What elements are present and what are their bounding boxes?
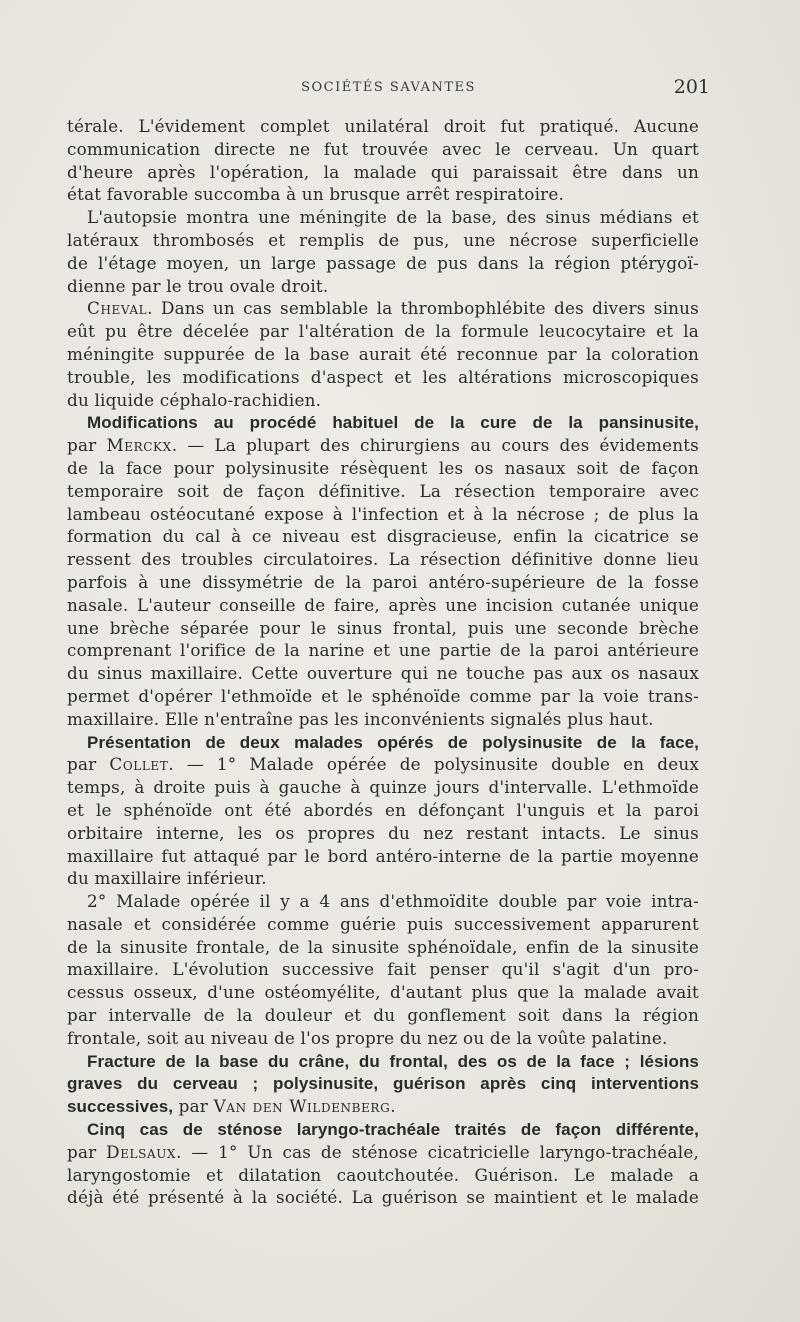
text-line (67, 1072, 699, 1095)
text-segment: ressent des troubles circulatoires. La résection définitive donne lieu (67, 549, 699, 570)
page-number: 201 (673, 76, 710, 98)
text-line (67, 890, 699, 913)
text-segment: du maxillaire inférieur. (67, 868, 267, 889)
text-line (67, 434, 699, 457)
text-line (67, 753, 699, 776)
author-name: Cheval (87, 298, 148, 319)
text-segment: frontale, soit au niveau de l'os propre du nez ou de la voûte palatine. (67, 1027, 668, 1048)
text-segment: d'heure après l'opération, la malade qui paraissait être dans un (67, 161, 699, 182)
text-segment: maxillaire fut attaqué par le bord antéro-interne de la partie moyenne (67, 845, 699, 866)
text-line (67, 138, 699, 161)
author-name: Merckx (106, 435, 172, 456)
text-line (67, 1004, 699, 1027)
text-segment: de la sinusite frontale, de la sinusite sphénoïdale, enfin de la sinusite (67, 936, 699, 957)
text-line (67, 594, 699, 617)
text-segment: par intervalle de la douleur et du gonflement soit dans la région (67, 1005, 699, 1026)
text-segment: parfois à une dissymétrie de la paroi antéro-supérieure de la fosse (67, 571, 699, 592)
text-line (67, 161, 699, 184)
text-line (67, 913, 699, 936)
author-name: Collet (109, 754, 169, 775)
body-text (67, 115, 699, 1209)
text-line (67, 845, 699, 868)
heading-text: successives, (67, 1097, 174, 1117)
text-line (67, 1095, 699, 1118)
text-segment: dienne par le trou ovale droit. (67, 275, 329, 296)
text-line (67, 822, 699, 845)
text-segment: laryngostomie et dilatation caoutchoutée. Guérison. Le malade a (67, 1164, 699, 1185)
text-line (67, 1186, 699, 1209)
text-line (67, 799, 699, 822)
text-segment: cessus osseux, d'une ostéomyélite, d'autant plus que la malade avait (67, 982, 699, 1003)
text-segment: par (67, 1141, 107, 1162)
text-line (67, 981, 699, 1004)
text-segment: . — La plupart des chirurgiens au cours des évidements (171, 435, 699, 456)
text-line (67, 343, 699, 366)
text-segment: du sinus maxillaire. Cette ouverture qui ne touche pas aux os nasaux (67, 663, 699, 684)
text-line (67, 958, 699, 981)
author-name: Delsaux (106, 1141, 177, 1162)
text-line (67, 320, 699, 343)
text-segment: par (173, 1096, 214, 1117)
text-line (67, 1050, 699, 1073)
text-line (67, 457, 699, 480)
text-segment: . (390, 1096, 396, 1117)
text-segment: orbitaire interne, les os propres du nez restant intacts. Le sinus (67, 822, 699, 843)
text-segment: nasale et considérée comme guérie puis successivement apparurent (67, 913, 699, 934)
text-line (67, 275, 699, 298)
text-segment: par (67, 754, 110, 775)
text-segment: temps, à droite puis à gauche à quinze jours d'intervalle. L'ethmoïde (67, 777, 699, 798)
text-line (67, 1027, 699, 1050)
text-line (67, 936, 699, 959)
text-segment: 2° Malade opérée il y a 4 ans d'ethmoïdite double par voie intra- (87, 891, 699, 912)
text-line (67, 639, 699, 662)
text-line (67, 662, 699, 685)
author-name: Van den Wildenberg (213, 1096, 391, 1117)
text-line (67, 548, 699, 571)
text-line (67, 206, 699, 229)
text-line (67, 229, 699, 252)
text-line (67, 867, 699, 890)
text-segment: trouble, les modifications d'aspect et les altérations microscopiques (67, 366, 699, 387)
text-segment: comprenant l'orifice de la narine et une partie de la paroi antérieure (67, 640, 699, 661)
text-segment: permet d'opérer l'ethmoïde et le sphénoïde comme par la voie trans- (67, 685, 699, 706)
text-segment: . Dans un cas semblable la thrombophlébite des divers sinus (147, 298, 699, 319)
text-segment: une brèche séparée pour le sinus frontal, puis une seconde brèche (67, 617, 699, 638)
text-line (67, 366, 699, 389)
text-segment: lambeau ostéocutané expose à l'infection et à la nécrose ; de plus la (67, 503, 699, 524)
heading-text: graves du cerveau ; polysinusite, guérison après cinq interventions (67, 1074, 699, 1094)
running-head: SOCIÉTÉS SAVANTES (301, 80, 476, 95)
text-segment: méningite suppurée de la base aurait été reconnue par la coloration (67, 343, 699, 364)
text-segment: nasale. L'auteur conseille de faire, après une incision cutanée unique (67, 594, 699, 615)
text-line (67, 480, 699, 503)
text-line (67, 708, 699, 731)
text-segment: et le sphénoïde ont été abordés en défonçant l'unguis et la paroi (67, 799, 699, 820)
text-segment: formation du cal à ce niveau est disgracieuse, enfin la cicatrice se (67, 526, 699, 547)
text-line (67, 411, 699, 434)
text-line (67, 685, 699, 708)
text-line (67, 617, 699, 640)
text-segment: térale. L'évidement complet unilatéral droit fut pratiqué. Aucune (67, 116, 699, 136)
text-segment: . — 1° Malade opérée de polysinusite double en deux (168, 754, 699, 775)
text-segment: maxillaire. L'évolution successive fait penser qu'il s'agit d'un pro- (67, 959, 699, 980)
text-segment: déjà été présenté à la société. La guérison se maintient et le malade (67, 1187, 699, 1208)
text-segment: . — 1° Un cas de sténose cicatricielle laryngo-trachéale, (176, 1141, 699, 1162)
text-segment: état favorable succomba à un brusque arrêt respiratoire. (67, 184, 565, 205)
text-segment: de l'étage moyen, un large passage de pus dans la région ptérygoï- (67, 252, 699, 273)
text-line (67, 389, 699, 412)
text-segment: communication directe ne fut trouvée avec le cerveau. Un quart (67, 138, 699, 159)
heading-text: Fracture de la base du crâne, du frontal, des os de la face ; lésions (87, 1051, 699, 1071)
text-line (67, 1141, 699, 1164)
heading-text: Présentation de deux malades opérés de polysinusite de la face, (87, 732, 699, 752)
text-segment: maxillaire. Elle n'entraîne pas les inconvénients signalés plus haut. (67, 708, 654, 729)
text-segment: eût pu être décelée par l'altération de la formule leucocytaire et la (67, 321, 699, 342)
page-header (67, 76, 710, 100)
text-line (67, 503, 699, 526)
text-line (67, 252, 699, 275)
text-line (67, 731, 699, 754)
text-line (67, 183, 699, 206)
text-line (67, 525, 699, 548)
text-segment: latéraux thrombosés et remplis de pus, une nécrose superficielle (67, 229, 699, 250)
text-segment: de la face pour polysinusite résèquent les os nasaux soit de façon (67, 457, 699, 478)
heading-text: Cinq cas de sténose laryngo-trachéale traités de façon différente, (87, 1120, 699, 1140)
text-line (67, 571, 699, 594)
text-segment: par (67, 435, 107, 456)
text-line (67, 115, 699, 138)
text-line (67, 1118, 699, 1141)
text-segment: temporaire soit de façon définitive. La résection temporaire avec (67, 480, 699, 501)
text-segment: du liquide céphalo-rachidien. (67, 389, 322, 410)
text-line (67, 776, 699, 799)
heading-text: Modifications au procédé habituel de la cure de la pansinusite, (87, 413, 699, 433)
text-segment: L'autopsie montra une méningite de la base, des sinus médians et (87, 207, 699, 228)
text-line (67, 297, 699, 320)
text-line (67, 1164, 699, 1187)
